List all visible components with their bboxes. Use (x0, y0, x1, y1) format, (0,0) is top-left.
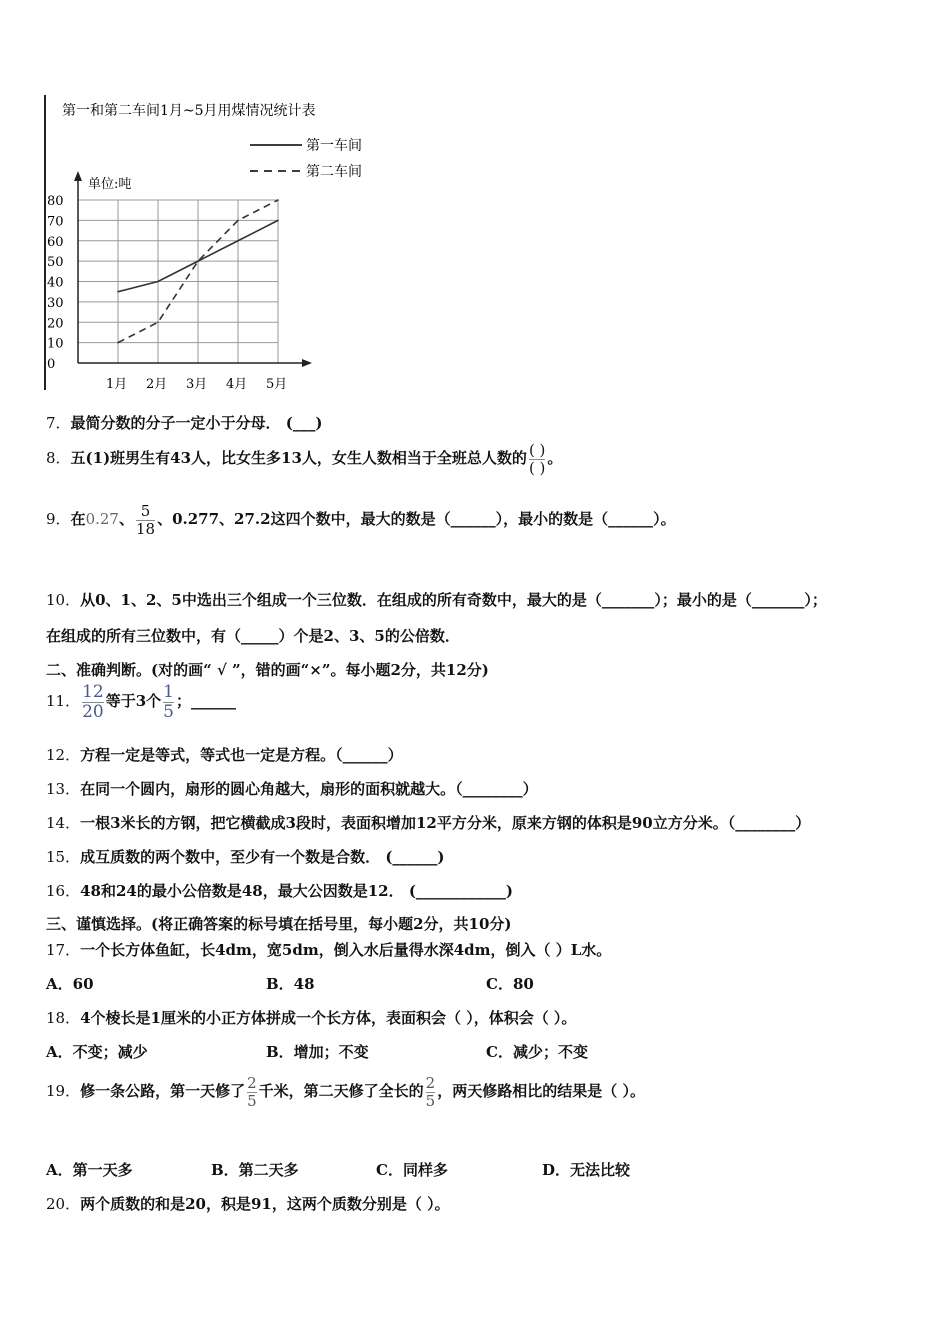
question-10 (46, 589, 827, 610)
question-14 (46, 812, 810, 833)
legend-label: 第二车间 (306, 164, 362, 180)
fraction (136, 503, 155, 537)
chart-title: 第一和第二车间1月~5月用煤情况统计表 (62, 103, 316, 119)
denominator: 18 (135, 519, 156, 538)
question-text: 千米，第二天修了全长的 (258, 1082, 424, 1100)
question-18 (46, 1007, 576, 1028)
question-text: 4个棱长是1厘米的小正方体拼成一个长方体，表面积会（ ），体积会（ ）。 (80, 1009, 577, 1027)
question-19 (46, 1075, 645, 1109)
question-number: 18． (46, 1009, 81, 1027)
section-3-heading: 三、谨慎选择。(将正确答案的标号填在括号里，每小题2分，共10分) (46, 915, 512, 933)
question-number: 7． (46, 414, 71, 432)
numerator: 1 (163, 682, 174, 702)
numerator: 2 (425, 1074, 436, 1092)
y-axis-label: 单位:吨 (88, 177, 132, 192)
fraction (82, 683, 104, 721)
question-text: 成互质数的两个数中，至少有一个数是合数． (______) (80, 848, 445, 866)
denominator: ( ) (528, 458, 546, 477)
question-12 (46, 744, 403, 765)
option-a[interactable]: A．不变；减少 (46, 1043, 148, 1061)
y-tick-label: 10 (47, 336, 64, 352)
question-8 (46, 442, 562, 476)
question-number: 12． (46, 746, 81, 764)
question-text: 在 (70, 510, 86, 528)
option-b[interactable]: B．第二天多 (211, 1161, 299, 1179)
numerator: 12 (82, 682, 104, 702)
x-axis-arrow (302, 359, 312, 367)
y-tick-label: 80 (47, 194, 64, 209)
repeating-decimal: 0.27 (85, 510, 119, 528)
option-d[interactable]: D．无法比较 (542, 1161, 631, 1179)
question-text: 一个长方体鱼缸，长4dm，宽5dm，倒入水后量得水深4dm，倒入（ ）L水。 (80, 941, 612, 959)
data-point (157, 281, 159, 283)
question-number: 19． (46, 1082, 81, 1100)
data-point (237, 220, 239, 222)
option-a[interactable]: A．第一天多 (46, 1161, 133, 1179)
option-c[interactable]: C．80 (486, 975, 534, 993)
question-text: 五(1)班男生有43人，比女生多13人，女生人数相当于全班总人数的 (70, 449, 527, 467)
data-point (277, 199, 279, 201)
numerator: ( ) (528, 441, 546, 459)
question-text: 修一条公路，第一天修了 (80, 1082, 246, 1100)
y-tick-label: 30 (47, 295, 64, 311)
data-point (117, 291, 119, 293)
question-number: 16． (46, 882, 81, 900)
x-tick-label: 2月 (146, 377, 168, 392)
fraction (163, 683, 174, 721)
question-number: 8． (46, 449, 71, 467)
question-number: 13． (46, 780, 81, 798)
question-text: 、0.277、27.2这四个数中，最大的数是（______），最小的数是（______）。 (157, 510, 676, 528)
fraction (426, 1075, 436, 1109)
question-15 (46, 846, 445, 867)
question-text: 最简分数的分子一定小于分母． (___) (70, 414, 323, 432)
numerator: 2 (247, 1074, 257, 1092)
option-c[interactable]: C．减少；不变 (486, 1043, 588, 1061)
question-13 (46, 778, 538, 799)
denominator: 5 (163, 701, 174, 722)
question-10-line2: 在组成的所有三位数中，有（_____）个是2、3、5的公倍数． (46, 627, 460, 645)
question-end: ；______ (176, 692, 237, 711)
x-tick-label: 3月 (186, 377, 208, 392)
y-tick-label: 70 (47, 214, 64, 230)
question-number: 20． (46, 1195, 81, 1213)
section-2-heading: 二、准确判断。(对的画“ √ ”，错的画“×”。每小题2分，共12分) (46, 661, 489, 679)
question-20 (46, 1193, 450, 1214)
data-point (237, 240, 239, 242)
separator: 、 (118, 510, 134, 528)
question-text: 两个质数的和是20，积是91，这两个质数分别是（ ）。 (80, 1195, 450, 1213)
y-tick-label: 20 (47, 316, 64, 332)
data-point (157, 321, 159, 323)
fraction (529, 442, 545, 476)
denominator: 5 (247, 1091, 257, 1110)
y-tick-label: 60 (47, 234, 64, 250)
question-text: 48和24的最小公倍数是48，最大公因数是12． (____________) (80, 882, 514, 900)
numerator: 5 (140, 502, 151, 520)
question-text: 等于3个 (105, 692, 162, 711)
y-tick-label: 0 (47, 357, 56, 372)
coal-usage-line-chart (40, 95, 380, 395)
x-tick-label: 1月 (106, 377, 128, 392)
denominator: 5 (425, 1091, 436, 1110)
question-number: 17． (46, 941, 81, 959)
question-text: 从0、1、2、5中选出三个组成一个三位数．在组成的所有奇数中，最大的是（_______）；最小的是（_______）； (80, 591, 827, 609)
question-text: 一根3米长的方钢，把它横截成3段时，表面积增加12平方分米，原来方钢的体积是90立方分米。（________） (80, 814, 811, 832)
question-text: 在同一个圆内，扇形的圆心角越大，扇形的面积就越大。（________） (80, 780, 538, 798)
option-b[interactable]: B．48 (266, 975, 315, 993)
question-number: 9． (46, 510, 71, 528)
option-a[interactable]: A．60 (46, 975, 94, 993)
option-b[interactable]: B．增加；不变 (266, 1043, 369, 1061)
data-point (117, 342, 119, 344)
fraction (247, 1075, 257, 1109)
option-c[interactable]: C．同样多 (376, 1161, 448, 1179)
data-point (197, 260, 199, 262)
denominator: 20 (82, 701, 104, 722)
x-tick-label: 4月 (226, 377, 248, 392)
y-tick-label: 50 (47, 255, 64, 271)
y-axis-arrow (74, 171, 82, 181)
question-number: 10． (46, 591, 81, 609)
x-tick-label: 5月 (266, 377, 288, 392)
question-7 (46, 412, 322, 433)
question-11 (46, 683, 236, 721)
question-9 (46, 503, 676, 537)
question-text: 方程一定是等式，等式也一定是方程。（______） (80, 746, 403, 764)
question-number: 11． (46, 692, 81, 711)
question-number: 15． (46, 848, 81, 866)
question-16 (46, 880, 513, 901)
y-tick-label: 40 (47, 275, 64, 291)
question-17 (46, 939, 611, 960)
question-end: 。 (547, 449, 563, 467)
question-end: ，两天修路相比的结果是（ ）。 (437, 1082, 645, 1100)
question-number: 14． (46, 814, 81, 832)
data-point (277, 220, 279, 222)
legend-label: 第一车间 (306, 138, 362, 154)
